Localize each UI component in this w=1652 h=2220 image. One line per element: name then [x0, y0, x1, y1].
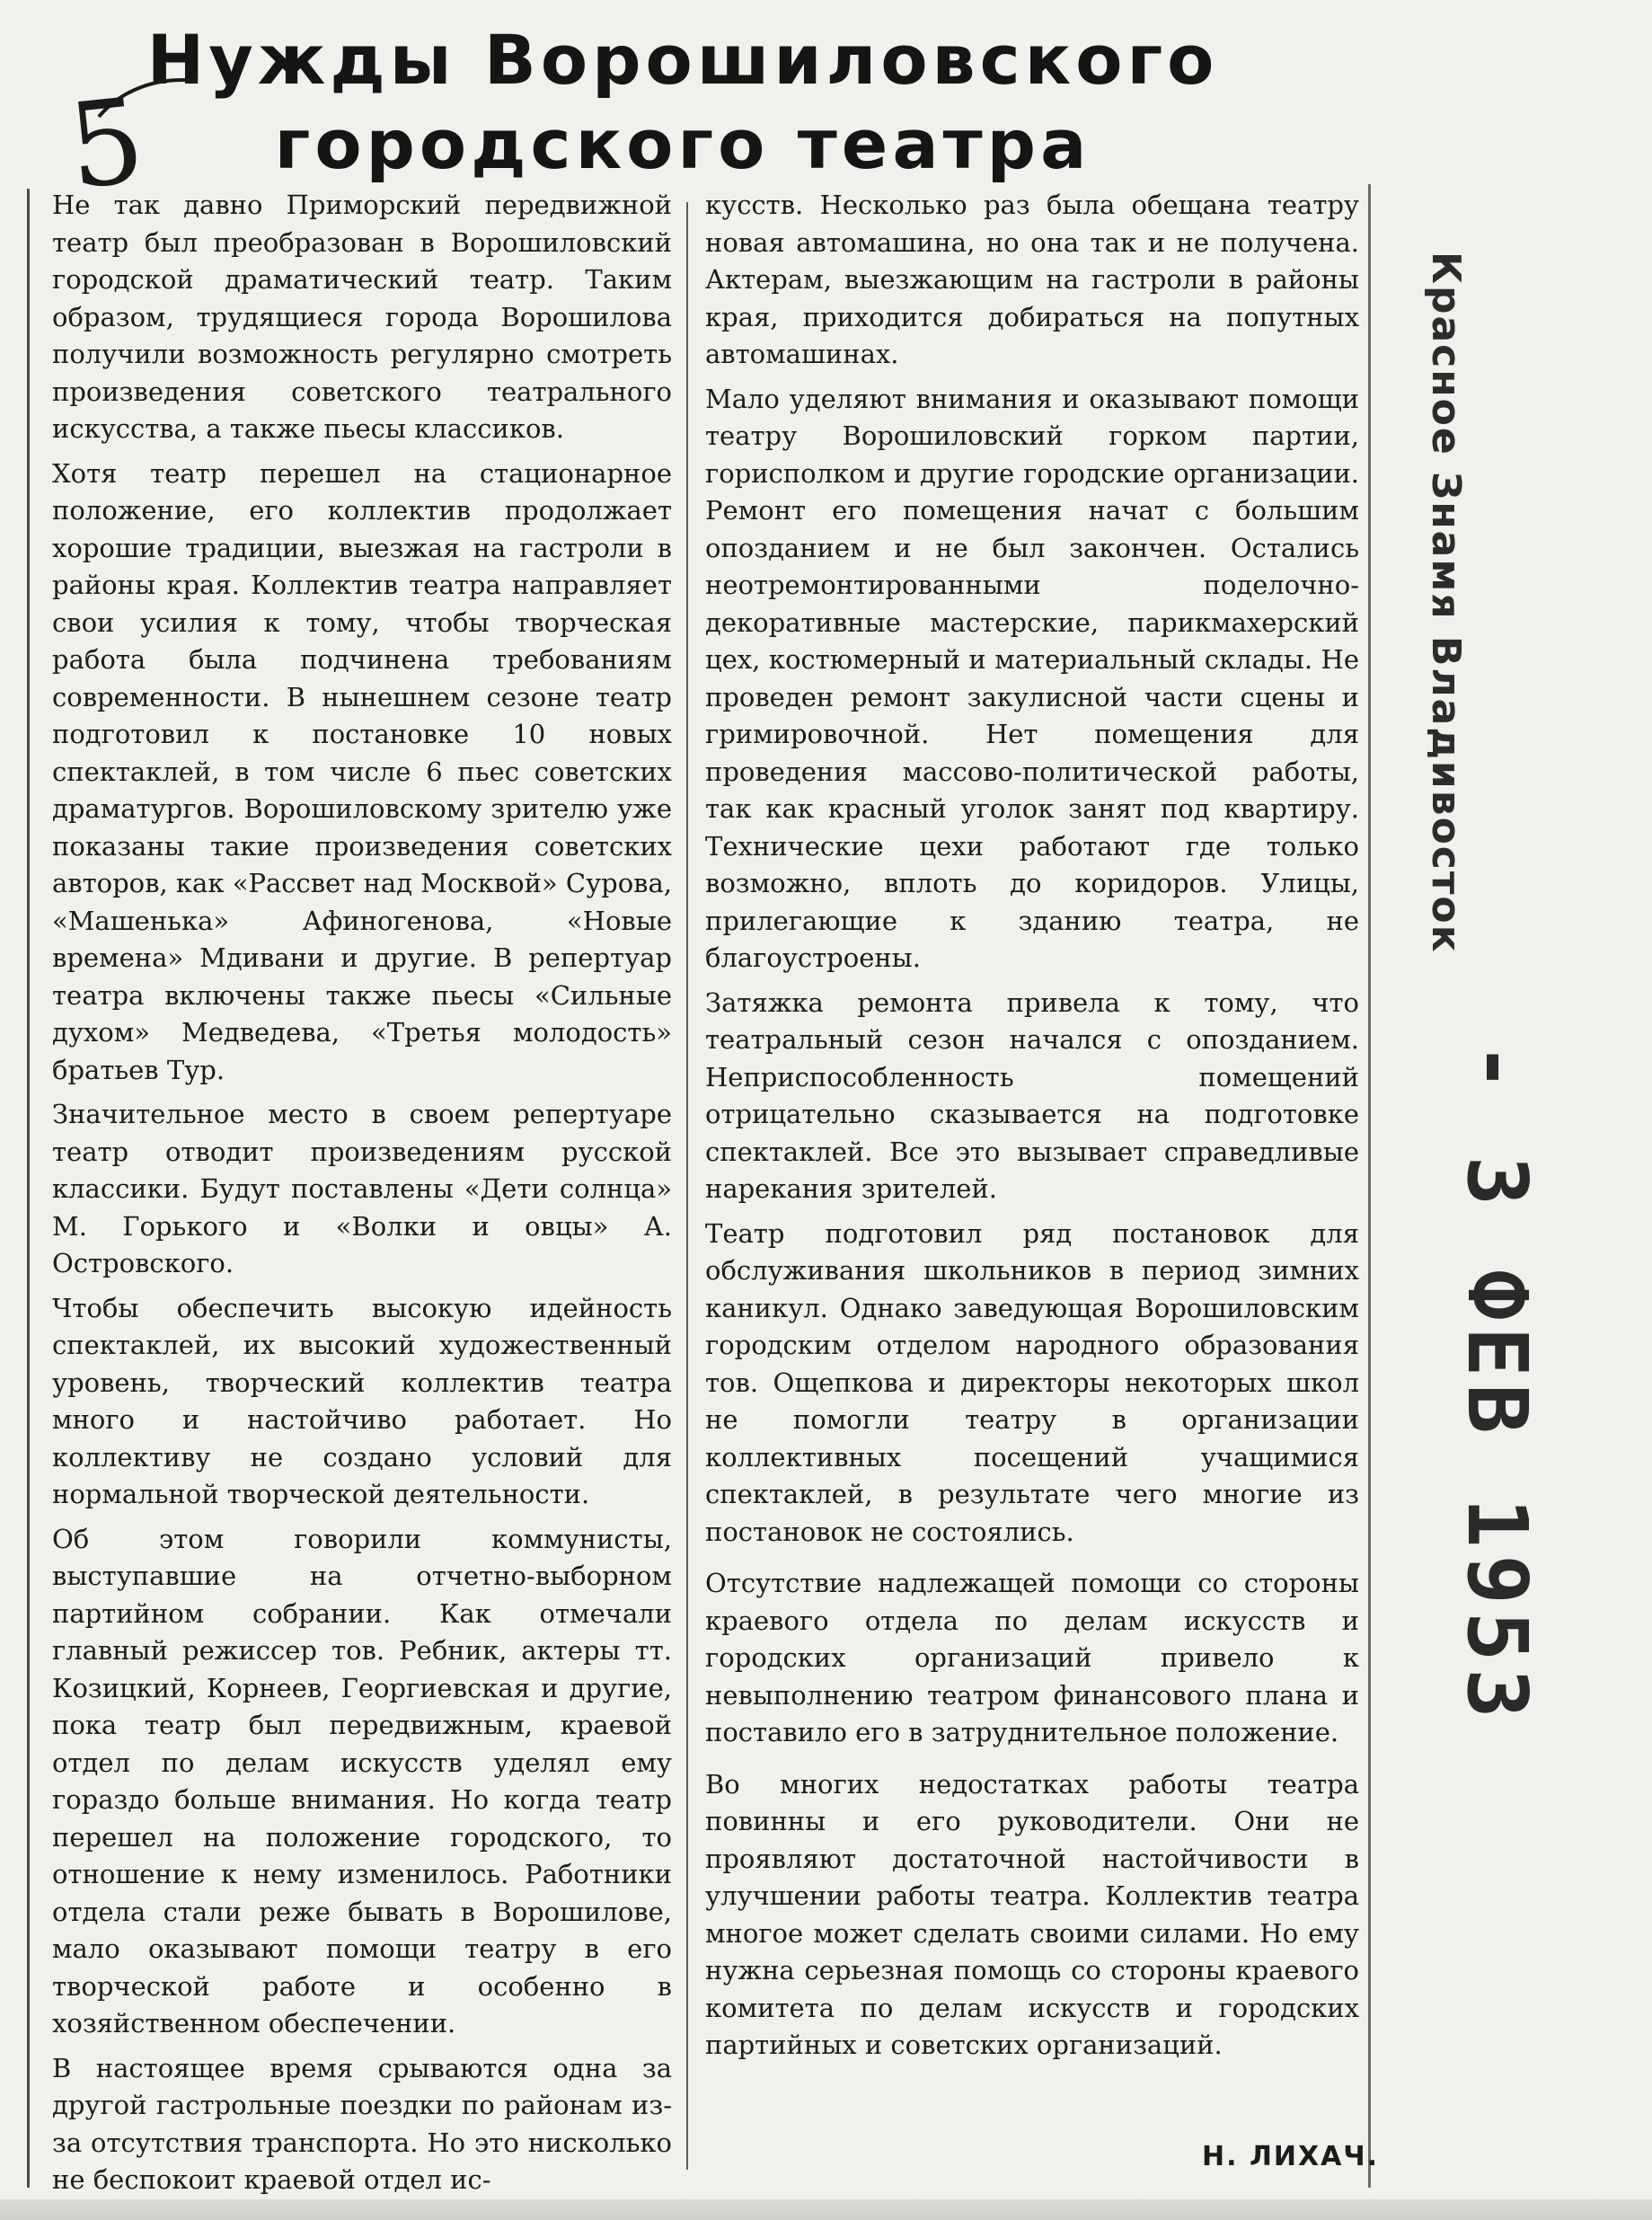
- title-line-2: городского театра: [274, 104, 1091, 184]
- column-divider: [686, 202, 688, 2170]
- handwritten-swash-icon: [94, 72, 202, 126]
- paragraph: Во многих недостатках работы театра повинны и его руководители. Они не проявляют достаточной настойчивости в улучшении работы театра. Коллектив театра многое может сделать своими силами. Но ему нужна серьезная помощь со стороны краевого комитета по делам искусств и городских партийных и советских организаций.: [705, 1768, 1359, 2060]
- paragraph: кусств. Несколько раз была обещана театру новая автомашина, но она так и не получена. Актерам, выезжающим на гастроли в районы края, приходится добираться на попутных автомашинах.: [705, 190, 1359, 369]
- title-line-1: Нужды Ворошиловского: [146, 20, 1219, 100]
- source-stamp: Красное Знамя Владивосток: [1423, 252, 1469, 954]
- paragraph: Хотя театр перешел на стационарное положение, его коллектив продолжает хорошие традиции, выезжая на гастроли в районы края. Коллектив театра направляет свои усилия к тому, чтобы творческая работа была подчинена требованиям современности. В нынешнем сезоне театр подготовил к постановке 10 новых спектаклей, в том числе 6 пьес советских драматургов. Ворошиловскому зрителю уже показаны такие произведения советских авторов, как «Рассвет над Москвой» Сурова, «Машенька» Афиногенова, «Новые времена» Мдивани и другие. В репертуар театра включены также пьесы «Сильные духом» Медведева, «Третья молодость» братьев Тур.: [52, 457, 672, 1085]
- right-border-line: [1368, 184, 1371, 2188]
- paragraph: Значительное место в своем репертуаре театр отводит произведениям русской классики. Будут поставлены «Дети солнца» М. Горького и «Волки и овцы» А. Островского.: [52, 1099, 672, 1278]
- paragraph: В настоящее время срываются одна за другой гастрольные поездки по районам из-за отсутствия транспорта. Но это нисколько не беспокоит краевой отдел ис-: [52, 2052, 672, 2195]
- article-title: [90, 18, 1276, 187]
- author-signature: Н. ЛИХАЧ.: [1202, 2141, 1379, 2172]
- handwritten-number: 5: [62, 72, 151, 216]
- left-column: [52, 187, 672, 2207]
- paragraph: Не так давно Приморский передвижной театр был преобразован в Ворошиловский городской драматический театр. Таким образом, трудящиеся города Ворошилова получили возможность регулярно смотреть произведения советского театрального искусства, а также пьесы классиков.: [52, 190, 672, 444]
- paragraph: Отсутствие надлежащей помощи со стороны краевого отдела по делам искусств и городских организаций привело к невыполнению театром финансового плана и поставило его в затруднительное положение.: [705, 1568, 1359, 1747]
- left-border-line: [27, 189, 30, 2188]
- paragraph: Театр подготовил ряд постановок для обслуживания школьников в период зимних каникул. Однако заведующая Ворошиловским городским отделом народного образования тов. Ощепкова и директоры некоторых школ не помогли театру в организации коллективных посещений учащимися спектаклей, в результате чего многие из постановок не состоялись.: [705, 1217, 1359, 1547]
- paragraph: Чтобы обеспечить высокую идейность спектаклей, их высокий художественный уровень, творческий коллектив театра много и настойчиво работает. Но коллективу не создано условий для нормальной творческой деятельности.: [52, 1292, 672, 1509]
- right-column: [705, 187, 1359, 2072]
- paragraph: Об этом говорили коммунисты, выступавшие на отчетно-выборном партийном собрании. Как отмечали главный режиссер тов. Ребник, актеры тт. Козицкий, Корнеев, Георгиевская и другие, пока театр был передвижным, краевой отдел по делам искусств уделял ему гораздо больше внимания. Но когда театр перешел на положение городского, то отношение к нему изменилось. Работники отдела стали реже бывать в Ворошилове, мало оказывают помощи театру в его творческой работе и особенно в хозяйственном обеспечении.: [52, 1523, 672, 2039]
- paragraph: Мало уделяют внимания и оказывают помощи театру Ворошиловский горком партии, горисполком и другие городские организации. Ремонт его помещения начат с большим опозданием и не был закончен. Остались неотремонтированными поделочно-декоративные мастерские, парикмахерский цех, костюмерный и материальный склады. Не проведен ремонт закулисной части сцены и гримировочной. Нет помещения для проведения массово-политической работы, так как красный уголок занят под квартиру. Технические цехи работают где только возможно, вплоть до коридоров. Улицы, прилегающие к зданию театра, не благоустроены.: [705, 383, 1359, 973]
- paragraph: Затяжка ремонта привела к тому, что театральный сезон начался с опозданием. Неприспособленность помещений отрицательно сказывается на подготовке спектаклей. Все это вызывает справедливые нарекания зрителей.: [705, 986, 1359, 1204]
- date-stamp: - 3 ФЕВ 1953: [1449, 1042, 1545, 1726]
- scan-edge: [0, 2199, 1652, 2220]
